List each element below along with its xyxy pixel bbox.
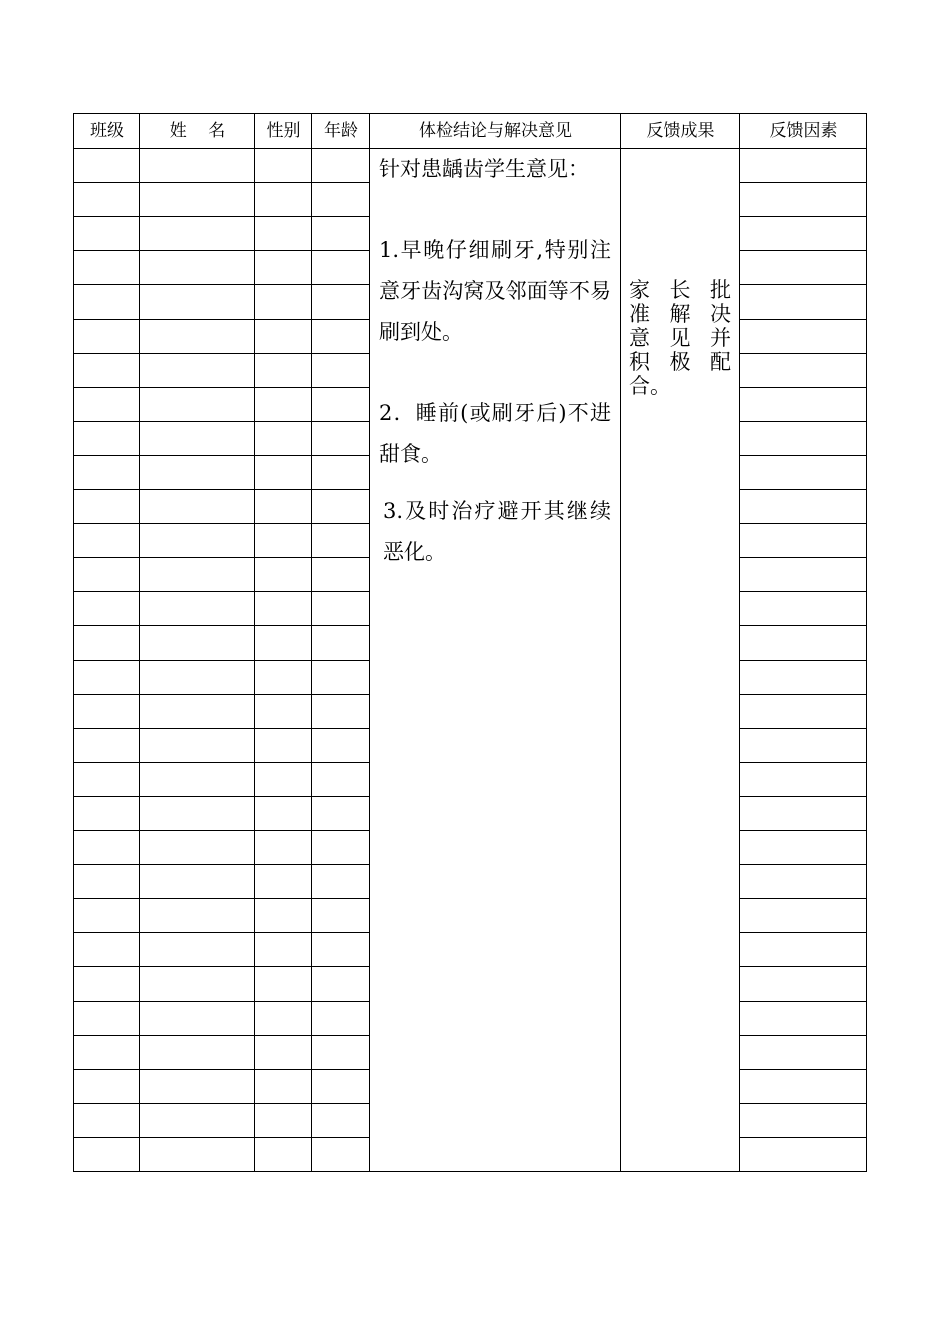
row-divider bbox=[739, 830, 866, 831]
row-divider bbox=[74, 455, 370, 456]
column-divider bbox=[739, 114, 740, 1171]
row-divider bbox=[74, 421, 370, 422]
result-line-2: 准解决 bbox=[629, 302, 731, 326]
row-divider bbox=[739, 319, 866, 320]
row-divider bbox=[739, 1035, 866, 1036]
row-divider bbox=[74, 591, 370, 592]
row-divider bbox=[739, 421, 866, 422]
row-divider bbox=[739, 625, 866, 626]
column-divider bbox=[620, 114, 621, 1171]
row-divider bbox=[74, 1035, 370, 1036]
header-class: 班级 bbox=[90, 121, 124, 141]
header-conclusion: 体检结论与解决意见 bbox=[419, 121, 572, 141]
header-factor: 反馈因素 bbox=[769, 121, 838, 141]
row-divider bbox=[739, 966, 866, 967]
row-divider bbox=[739, 216, 866, 217]
row-divider bbox=[74, 250, 370, 251]
row-divider bbox=[739, 932, 866, 933]
header-result: 反馈成果 bbox=[646, 121, 715, 141]
header-gender: 性别 bbox=[266, 121, 301, 141]
row-divider bbox=[739, 762, 866, 763]
conclusion-item-1: 1.早晚仔细刷牙,特别注意牙齿沟窝及邻面等不易刷到处。 bbox=[379, 238, 611, 344]
result-line-1: 家长批 bbox=[629, 278, 731, 302]
row-divider bbox=[74, 284, 370, 285]
row-divider bbox=[739, 591, 866, 592]
row-divider bbox=[739, 796, 866, 797]
row-divider bbox=[74, 728, 370, 729]
header-age: 年龄 bbox=[324, 121, 358, 141]
row-divider bbox=[74, 694, 370, 695]
row-divider bbox=[74, 1103, 370, 1104]
header-name: 姓 名 bbox=[169, 121, 226, 141]
row-divider bbox=[74, 762, 370, 763]
row-divider bbox=[74, 353, 370, 354]
row-divider bbox=[739, 353, 866, 354]
row-divider bbox=[74, 182, 370, 183]
row-divider bbox=[739, 1001, 866, 1002]
result-line-4: 积极配 bbox=[629, 350, 731, 374]
row-divider bbox=[74, 966, 370, 967]
row-divider bbox=[74, 319, 370, 320]
column-divider bbox=[369, 114, 370, 1171]
row-divider bbox=[739, 660, 866, 661]
column-divider bbox=[254, 114, 255, 1171]
row-divider bbox=[74, 216, 370, 217]
row-divider bbox=[739, 523, 866, 524]
row-divider bbox=[74, 1001, 370, 1002]
row-divider bbox=[74, 1137, 370, 1138]
row-divider bbox=[74, 1069, 370, 1070]
conclusion-cell bbox=[379, 149, 611, 573]
column-divider bbox=[139, 114, 140, 1171]
row-divider bbox=[74, 796, 370, 797]
row-divider bbox=[739, 1103, 866, 1104]
health-check-table bbox=[73, 113, 867, 1172]
row-divider bbox=[739, 455, 866, 456]
result-line-3: 意见并 bbox=[629, 326, 731, 350]
row-divider bbox=[739, 182, 866, 183]
row-divider bbox=[74, 932, 370, 933]
column-divider bbox=[311, 114, 312, 1171]
row-divider bbox=[739, 557, 866, 558]
row-divider bbox=[739, 250, 866, 251]
row-divider bbox=[74, 489, 370, 490]
row-divider bbox=[739, 864, 866, 865]
result-line-5: 合。 bbox=[629, 374, 671, 398]
row-divider bbox=[74, 387, 370, 388]
row-divider bbox=[74, 830, 370, 831]
row-divider bbox=[739, 694, 866, 695]
row-divider bbox=[739, 1137, 866, 1138]
conclusion-item-2: 2．睡前(或刷牙后)不进甜食。 bbox=[379, 401, 611, 466]
row-divider bbox=[74, 660, 370, 661]
row-divider bbox=[739, 728, 866, 729]
row-divider bbox=[74, 864, 370, 865]
row-divider bbox=[739, 387, 866, 388]
row-divider bbox=[74, 557, 370, 558]
row-divider bbox=[74, 523, 370, 524]
row-divider bbox=[74, 898, 370, 899]
row-divider bbox=[739, 284, 866, 285]
row-divider bbox=[74, 625, 370, 626]
row-divider bbox=[739, 1069, 866, 1070]
conclusion-intro: 针对患龋齿学生意见： bbox=[379, 157, 589, 181]
result-cell bbox=[629, 278, 731, 398]
row-divider bbox=[739, 898, 866, 899]
conclusion-item-3: 3.及时治疗避开其继续恶化。 bbox=[383, 499, 611, 564]
row-divider bbox=[739, 489, 866, 490]
